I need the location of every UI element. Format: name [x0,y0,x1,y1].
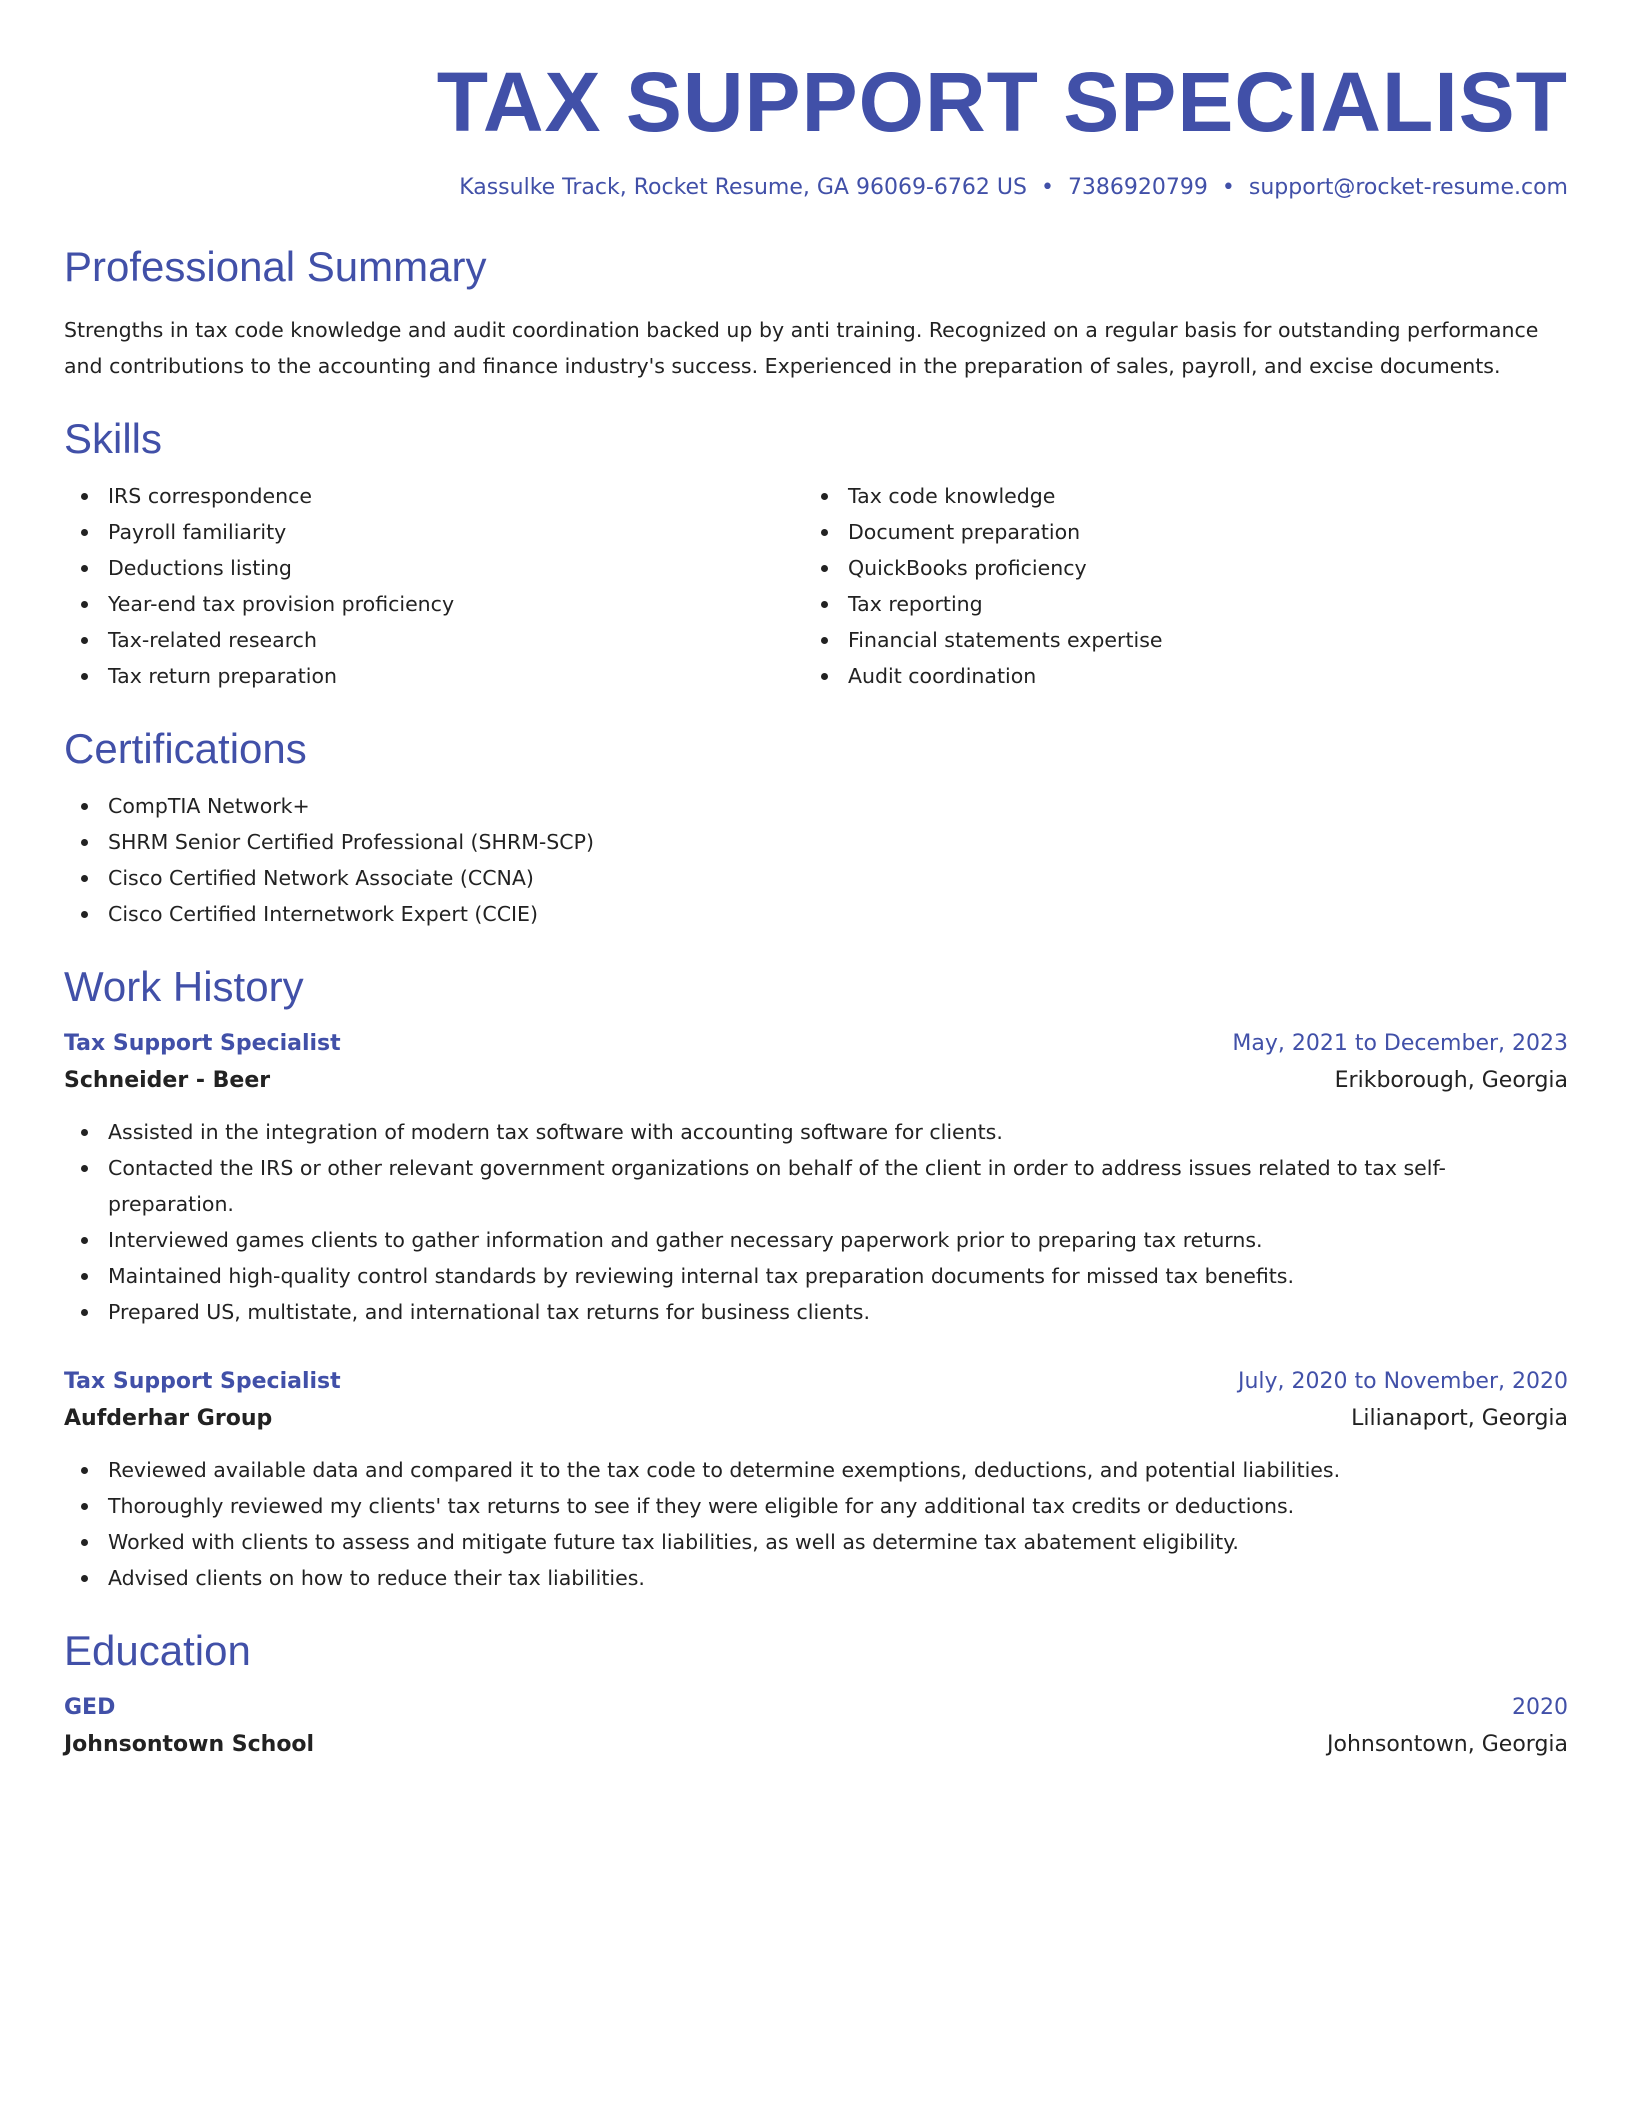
bullet-icon [821,637,828,644]
bullet-icon [81,1165,88,1172]
job-entry [64,1364,1568,1596]
contact-phone[interactable]: 7386920799 [1067,175,1208,200]
skill-item: Payroll familiarity [64,514,804,550]
summary-text: Strengths in tax code knowledge and audit coordination backed up by anti training. Recognized on a regular basis for outstanding performance and contributions to the accounting and finance industry's success. Experienced in the preparation of sales, payroll, and excise documents. [64,318,1539,378]
contact-email[interactable]: support@rocket-resume.com [1248,175,1568,200]
education-school: Johnsontown School [64,1732,315,1757]
bullet-icon [81,911,88,918]
bullet-icon [81,1129,88,1136]
bullet-icon [81,637,88,644]
job-duty-item: Advised clients on how to reduce their tax liabilities. [64,1560,1568,1596]
bullet-icon [81,529,88,536]
job-duty-item: Thoroughly reviewed my clients' tax returns to see if they were eligible for any additional tax credits or deductions. [64,1488,1568,1524]
bullet-icon [81,565,88,572]
job-location: Erikborough, Georgia [1334,1068,1568,1093]
bullet-icon [81,1309,88,1316]
skill-item: IRS correspondence [64,478,804,514]
bullet-icon [821,601,828,608]
education-entry [64,1690,1568,1764]
job-duty-item: Assisted in the integration of modern tax software with accounting software for clients. [64,1114,1568,1150]
summary-section [64,242,1568,384]
bullet-icon [81,1575,88,1582]
skills-grid [64,478,1568,694]
bullet-icon [81,803,88,810]
contact-address: Kassulke Track, Rocket Resume, GA 96069-6762 US [459,175,1027,200]
bullet-icon [81,1273,88,1280]
education-year: 2020 [1512,1695,1568,1720]
job-duty-item: Contacted the IRS or other relevant government organizations on behalf of the client in order to address issues related to tax self-preparation. [64,1150,1568,1222]
skill-item: Document preparation [804,514,1544,550]
education-degree: GED [64,1695,116,1720]
certification-item: Cisco Certified Network Associate (CCNA) [64,860,1568,896]
bullet-icon [821,529,828,536]
skill-item: Tax return preparation [64,658,804,694]
job-entry [64,1026,1568,1330]
job-title-row [64,1026,1568,1062]
job-title: Tax Support Specialist [64,1031,341,1056]
skills-column-left [64,478,804,694]
job-duties-list [64,1452,1568,1596]
candidate-title: TAX SUPPORT SPECIALIST [436,55,1568,149]
education-heading: Education [64,1627,251,1674]
skill-item: Year-end tax provision proficiency [64,586,804,622]
bullet-icon [81,601,88,608]
certifications-heading: Certifications [64,725,307,772]
job-duty-item: Worked with clients to assess and mitigate future tax liabilities, as well as determine tax abatement eligibility. [64,1524,1568,1560]
bullet-icon [81,493,88,500]
skills-list-left [64,478,804,694]
bullet-icon [81,1539,88,1546]
certifications-section [64,724,1568,932]
job-employer-row [64,1062,1568,1100]
contact-separator: • [1221,175,1235,200]
skill-item: Deductions listing [64,550,804,586]
job-dates: May, 2021 to December, 2023 [1232,1031,1568,1056]
job-duty-item: Maintained high-quality control standards by reviewing internal tax preparation documents for missed tax benefits. [64,1258,1568,1294]
resume-header [64,52,1568,204]
certification-item: CompTIA Network+ [64,788,1568,824]
job-duty-item: Reviewed available data and compared it to the tax code to determine exemptions, deductions, and potential liabilities. [64,1452,1568,1488]
work-history-heading: Work History [64,963,304,1010]
job-duty-item: Interviewed games clients to gather information and gather necessary paperwork prior to preparing tax returns. [64,1222,1568,1258]
contact-line [64,172,1568,204]
education-section [64,1626,1568,1764]
skill-item: Audit coordination [804,658,1544,694]
bullet-icon [81,1237,88,1244]
skills-section [64,414,1568,694]
education-degree-row [64,1690,1568,1726]
bullet-icon [81,875,88,882]
job-title-row [64,1364,1568,1400]
work-history-section [64,962,1568,1596]
skills-heading: Skills [64,415,163,462]
certification-item: Cisco Certified Internetwork Expert (CCIE) [64,896,1568,932]
summary-heading: Professional Summary [64,243,487,290]
job-duty-item: Prepared US, multistate, and international tax returns for business clients. [64,1294,1568,1330]
skills-list-right [804,478,1544,694]
job-location: Lilianaport, Georgia [1351,1406,1568,1431]
skill-item: QuickBooks proficiency [804,550,1544,586]
certifications-list [64,788,1568,932]
education-school-row [64,1726,1568,1764]
skill-item: Financial statements expertise [804,622,1544,658]
skill-item: Tax reporting [804,586,1544,622]
bullet-icon [821,493,828,500]
contact-separator: • [1040,175,1054,200]
job-employer: Schneider - Beer [64,1068,271,1093]
bullet-icon [81,839,88,846]
bullet-icon [81,1467,88,1474]
job-employer-row [64,1400,1568,1438]
job-duties-list [64,1114,1568,1330]
job-dates: July, 2020 to November, 2020 [1237,1369,1568,1394]
bullet-icon [81,1503,88,1510]
skills-column-right [804,478,1544,694]
certification-item: SHRM Senior Certified Professional (SHRM-SCP) [64,824,1568,860]
bullet-icon [821,565,828,572]
skill-item: Tax-related research [64,622,804,658]
job-employer: Aufderhar Group [64,1406,273,1431]
job-title: Tax Support Specialist [64,1369,341,1394]
bullet-icon [821,673,828,680]
skill-item: Tax code knowledge [804,478,1544,514]
bullet-icon [81,673,88,680]
education-location: Johnsontown, Georgia [1327,1732,1568,1757]
